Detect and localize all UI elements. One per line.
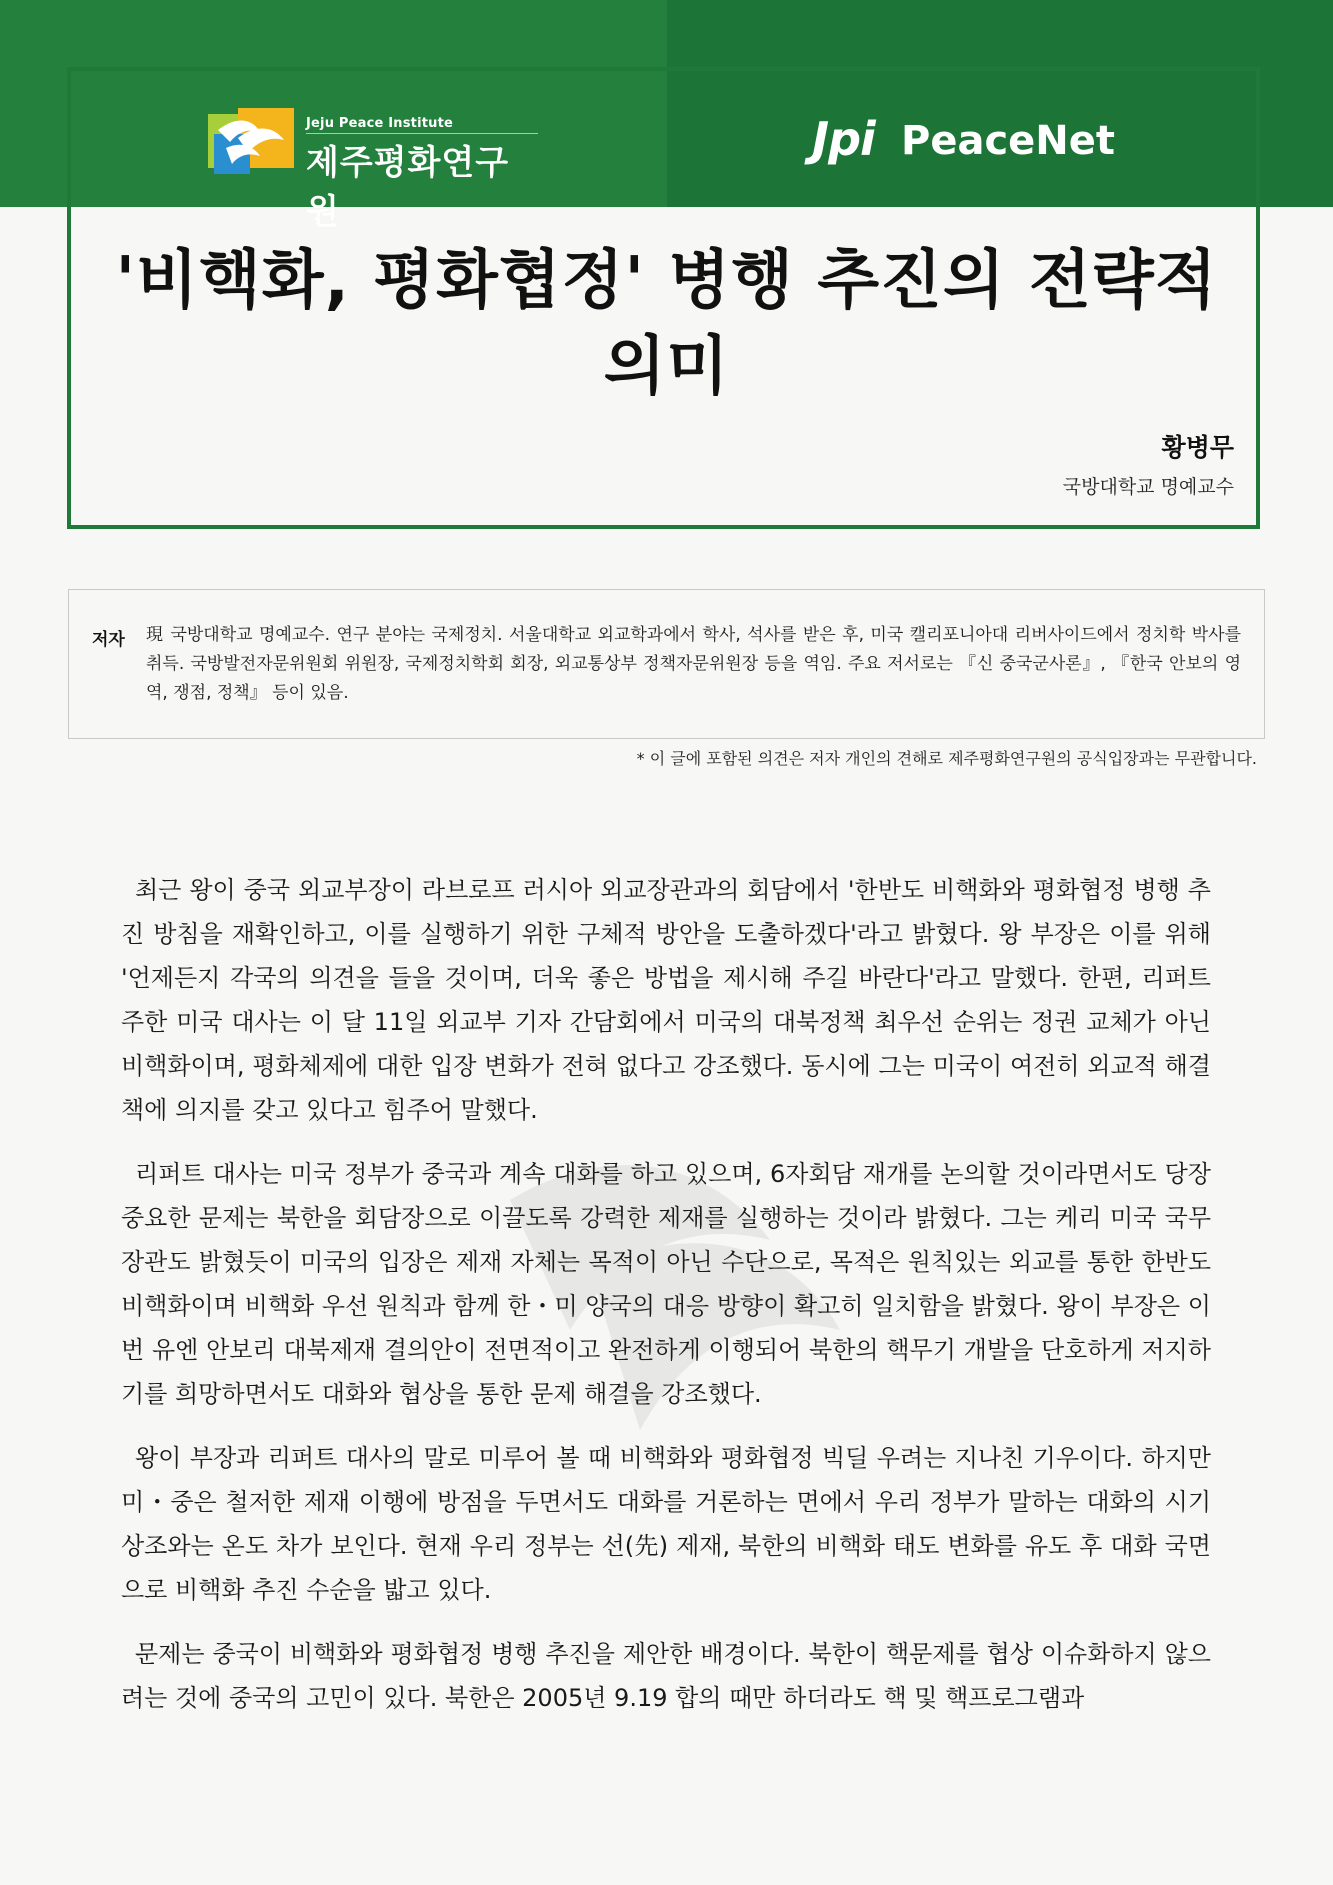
disclaimer-note: * 이 글에 포함된 의견은 저자 개인의 견해로 제주평화연구원의 공식입장과는 무관합니다. [636, 749, 1257, 768]
page-title: '비핵화, 평화협정' 병행 추진의 전략적 의미 [115, 244, 1218, 404]
logo-korean-name: 제주평화연구원 [306, 143, 510, 232]
jpi-mark: Jpi [812, 112, 875, 166]
peacenet-wordmark: PeaceNet [901, 118, 1116, 164]
bio-text: 現 국방대학교 명예교수. 연구 분야는 국제정치. 서울대학교 외교학과에서 학사, 석사를 받은 후, 미국 캘리포니아대 리버사이드에서 정치학 박사를 취득. 국방발전자문위원회 위원장, 국제정치학회 회장, 외교통상부 정책자문위원장 등을 역임. 주요 저서로는 『신 중국군사론』, 『한국 안보의 영역, 쟁점, 정책』 등이 있음. [146, 625, 1241, 703]
paragraph: 리퍼트 대사는 미국 정부가 중국과 계속 대화를 하고 있으며, 6자회담 재개를 논의할 것이라면서도 당장 중요한 문제는 북한을 회담장으로 이끌도록 강력한 제재를 실행하는 것이라 밝혔다. 그는 케리 미국 국무장관도 밝혔듯이 미국의 입장은 제재 자체는 목적이 아닌 수단으로, 목적은 원칙있는 외교를 통한 한반도 비핵화이며 비핵화 우선 원칙과 함께 한・미 양국의 대응 방향이 확고히 일치함을 밝혔다. 왕이 부장은 이번 유엔 안보리 대북제재 결의안이 전면적이고 완전하게 이행되어 북한의 핵무기 개발을 단호하게 저지하기를 희망하면서도 대화와 협상을 통한 문제 해결을 강조했다. [121, 1160, 1211, 1408]
author-name: 황병무 [1161, 433, 1234, 462]
paragraph: 최근 왕이 중국 외교부장이 라브로프 러시아 외교장관과의 회담에서 '한반도 비핵화와 평화협정 병행 추진 방침을 재확인하고, 이를 실행하기 위한 구체적 방안을 도출하겠다'라고 밝혔다. 왕 부장은 이를 위해 '언제든지 각국의 의견을 들을 것이며, 더욱 좋은 방법을 제시해 주길 바란다'라고 말했다. 한편, 리퍼트 주한 미국 대사는 이 달 11일 외교부 기자 간담회에서 미국의 대북정책 최우선 순위는 정권 교체가 아닌 비핵화이며, 평화체제에 대한 입장 변화가 전혀 없다고 강조했다. 동시에 그는 미국이 여전히 외교적 해결책에 의지를 갖고 있다고 힘주어 말했다. [121, 876, 1211, 1124]
paragraph: 왕이 부장과 리퍼트 대사의 말로 미루어 볼 때 비핵화와 평화협정 빅딜 우려는 지나친 기우이다. 하지만 미・중은 철저한 제재 이행에 방점을 두면서도 대화를 거론하는 면에서 우리 정부가 말하는 대화의 시기상조와는 온도 차가 보인다. 현재 우리 정부는 선(先) 제재, 북한의 비핵화 태도 변화를 유도 후 대화 국면으로 비핵화 추진 수순을 밟고 있다. [121, 1444, 1211, 1604]
logo-english-name: Jeju Peace Institute [306, 116, 454, 131]
author-affiliation: 국방대학교 명예교수 [1062, 476, 1234, 498]
article-body [121, 868, 1211, 1740]
bio-label: 저자 [92, 630, 125, 650]
paragraph: 문제는 중국이 비핵화와 평화협정 병행 추진을 제안한 배경이다. 북한이 핵문제를 협상 이슈화하지 않으려는 것에 중국의 고민이 있다. 북한은 2005년 9.19 합의 때만 하더라도 핵 및 핵프로그램과 [121, 1640, 1211, 1712]
